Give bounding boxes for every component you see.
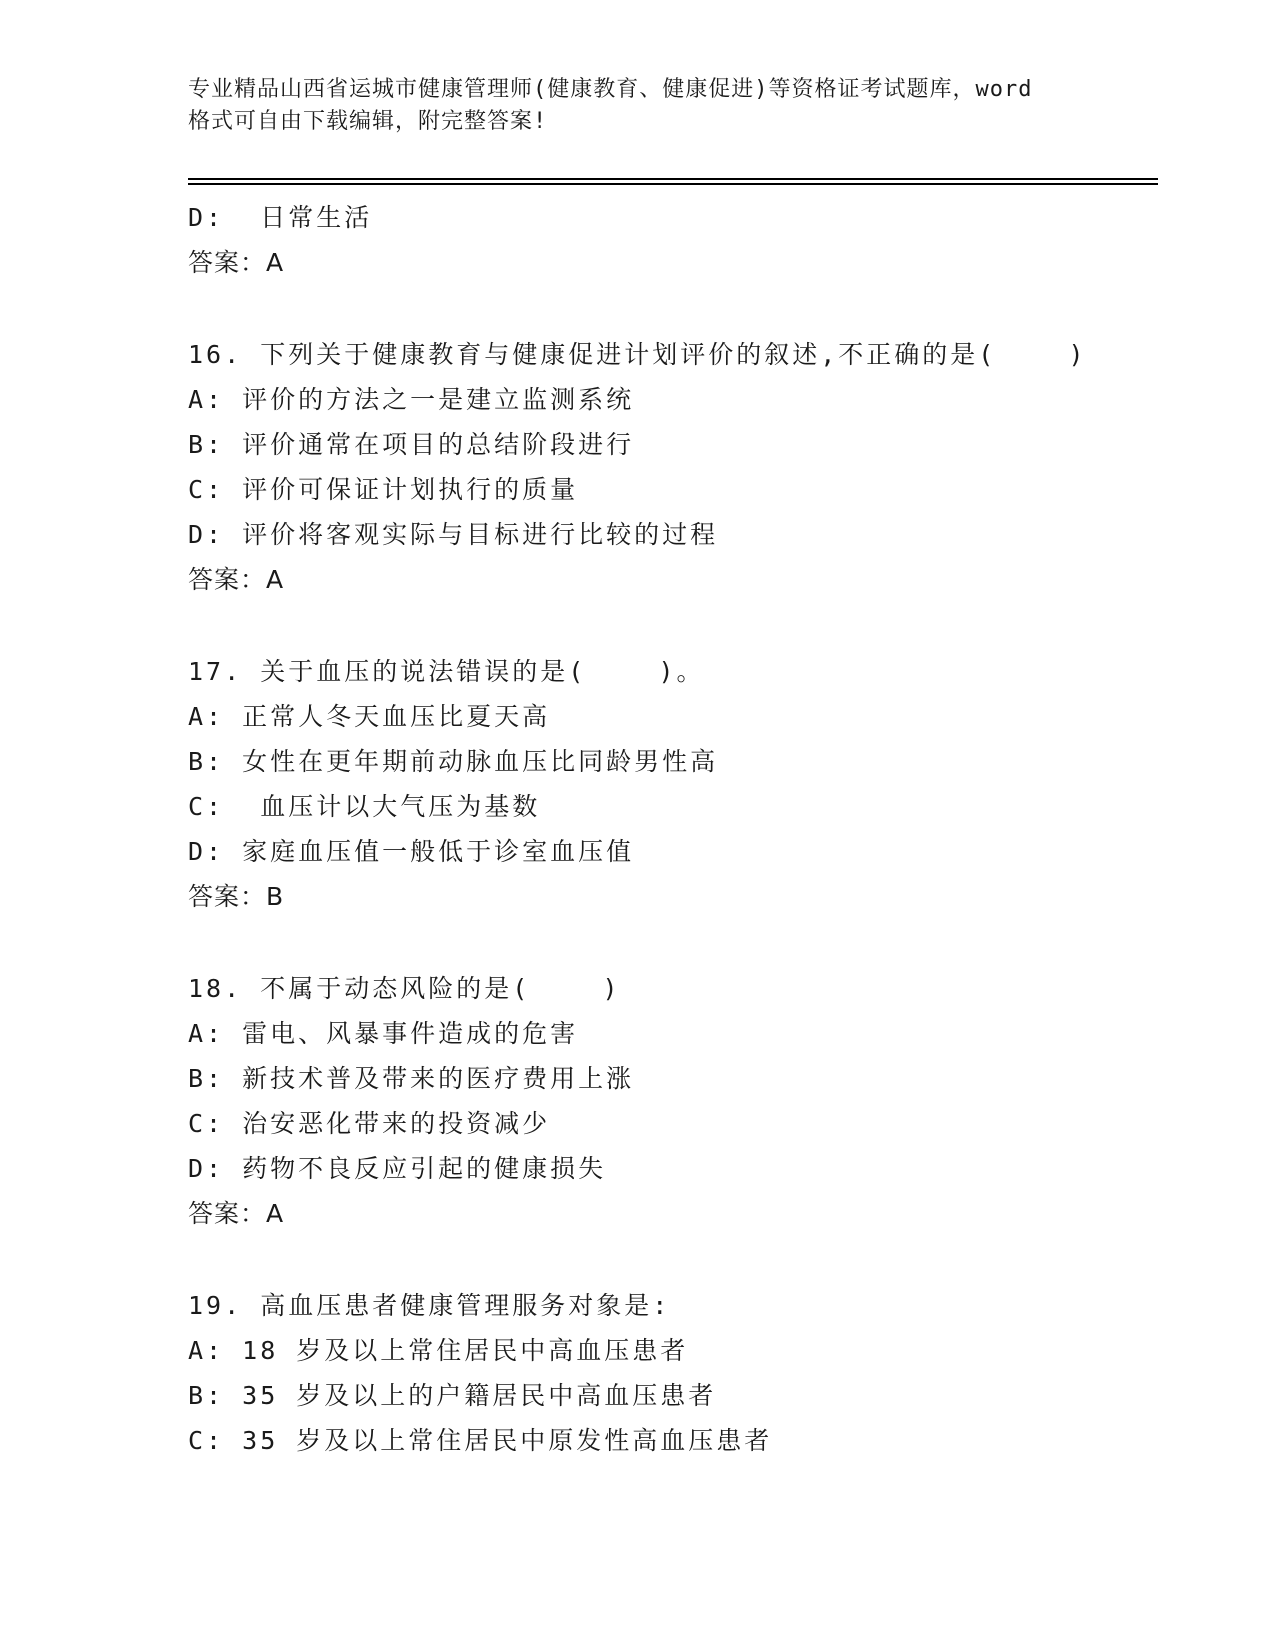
option-b: B: 35 岁及以上的户籍居民中高血压患者	[188, 1381, 717, 1410]
question-17	[188, 649, 1158, 919]
question-18	[188, 966, 1158, 1236]
question-15-tail	[188, 195, 1158, 285]
option-d: D: 家庭血压值一般低于诊室血压值	[188, 837, 635, 866]
header-divider-bottom	[188, 183, 1158, 185]
option-b: B: 新技术普及带来的医疗费用上涨	[188, 1064, 635, 1093]
option-d: D: 药物不良反应引起的健康损失	[188, 1154, 607, 1183]
option-a: A: 18 岁及以上常住居民中高血压患者	[188, 1336, 689, 1365]
option-c: C: 血压计以大气压为基数	[188, 792, 541, 821]
option-d: D: 评价将客观实际与目标进行比较的过程	[188, 520, 719, 549]
option-d: D: 日常生活	[188, 203, 373, 232]
option-a: A: 评价的方法之一是建立监测系统	[188, 385, 635, 414]
question-stem: 17. 关于血压的说法错误的是( )。	[188, 657, 705, 686]
question-19	[188, 1283, 1158, 1463]
answer: 答案：A	[188, 248, 285, 277]
option-c: C: 评价可保证计划执行的质量	[188, 475, 579, 504]
option-b: B: 女性在更年期前动脉血压比同龄男性高	[188, 747, 719, 776]
answer: 答案：B	[188, 882, 285, 911]
question-list	[188, 195, 1158, 1463]
header-line-2: 格式可自由下载编辑，附完整答案!	[188, 109, 548, 134]
header-line-1: 专业精品山西省运城市健康管理师(健康教育、健康促进)等资格证考试题库，word	[188, 77, 1033, 102]
question-stem: 18. 不属于动态风险的是( )	[188, 974, 621, 1003]
question-stem: 16. 下列关于健康教育与健康促进计划评价的叙述,不正确的是( )	[188, 340, 1087, 369]
option-c: C: 35 岁及以上常住居民中原发性高血压患者	[188, 1426, 773, 1455]
option-a: A: 雷电、风暴事件造成的危害	[188, 1019, 579, 1048]
option-a: A: 正常人冬天血压比夏天高	[188, 702, 551, 731]
document-header	[188, 74, 1088, 138]
answer: 答案：A	[188, 1199, 285, 1228]
answer: 答案：A	[188, 565, 285, 594]
question-16	[188, 332, 1158, 602]
question-stem: 19. 高血压患者健康管理服务对象是:	[188, 1291, 671, 1320]
option-c: C: 治安恶化带来的投资减少	[188, 1109, 551, 1138]
header-divider-top	[188, 178, 1158, 180]
option-b: B: 评价通常在项目的总结阶段进行	[188, 430, 635, 459]
